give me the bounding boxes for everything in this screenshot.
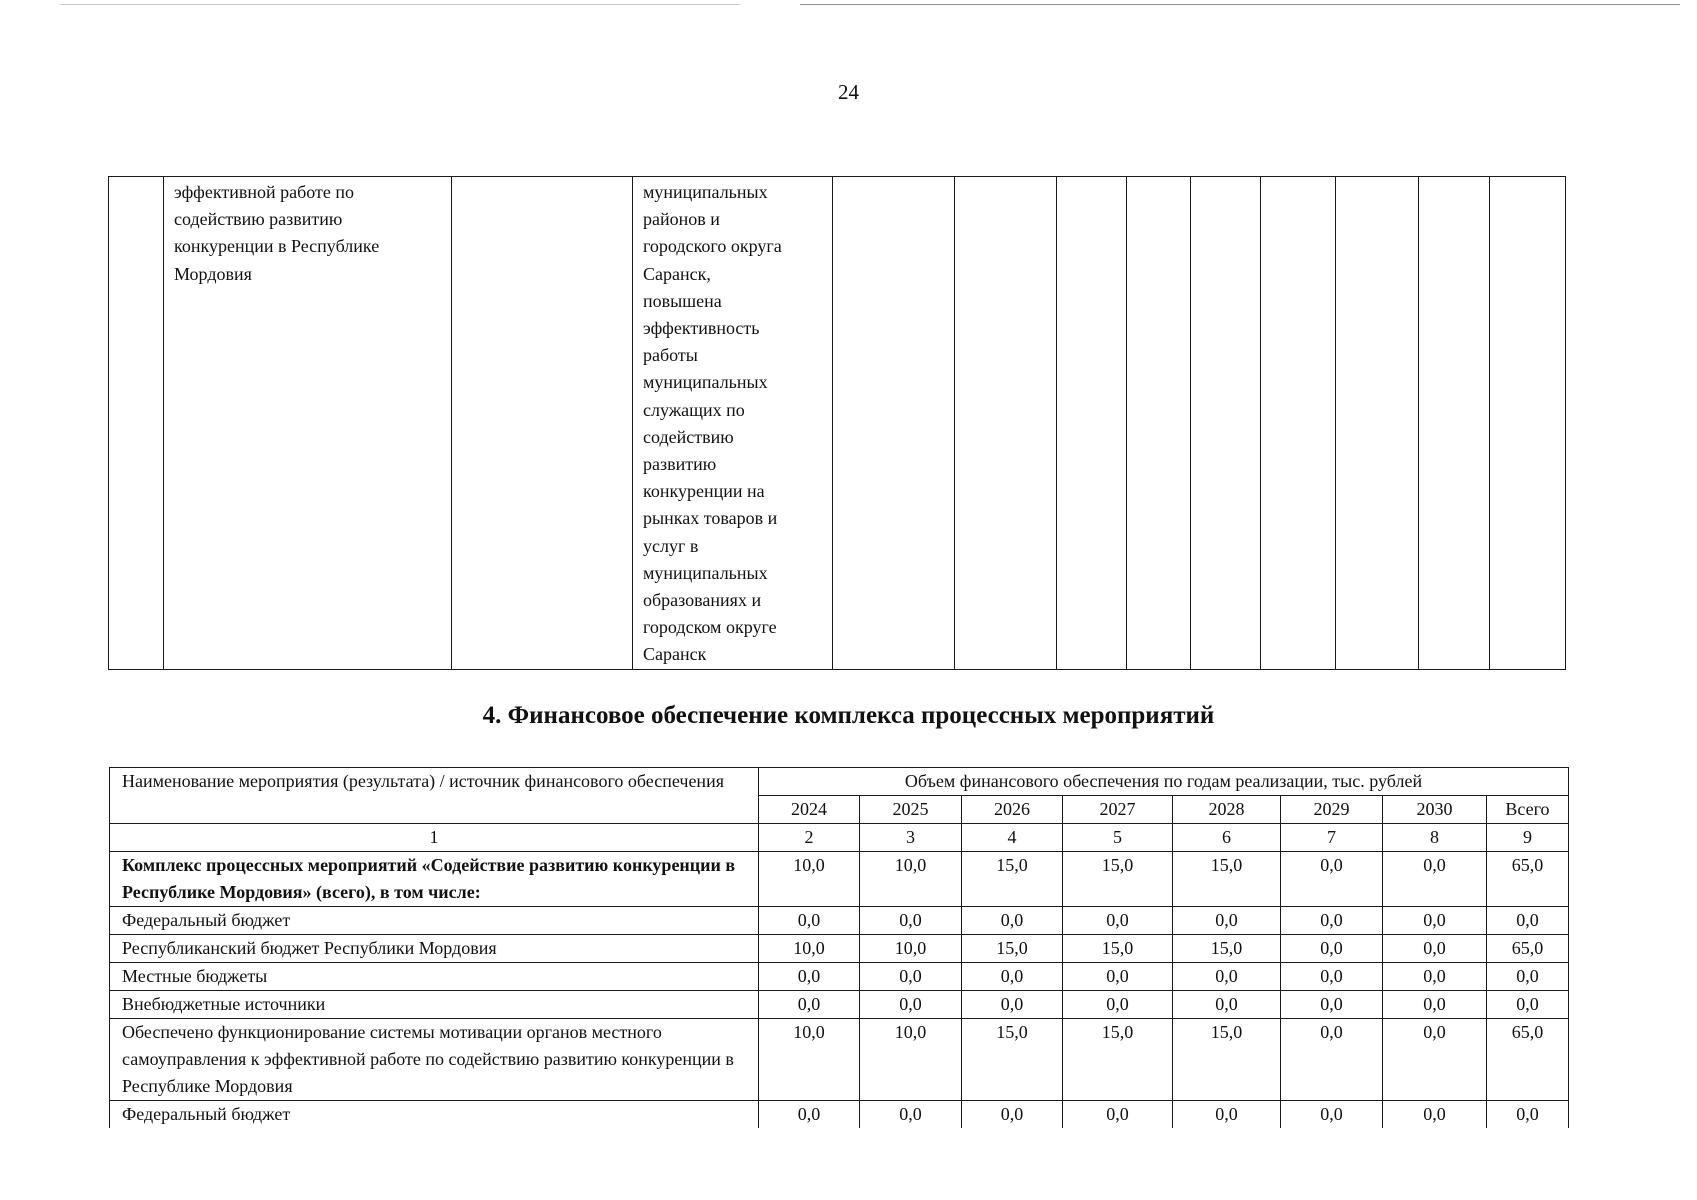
cell-empty <box>1127 177 1191 670</box>
column-index: 4 <box>962 824 1063 852</box>
row-value: 15,0 <box>962 1019 1063 1101</box>
row-name: Внебюджетные источники <box>110 991 759 1019</box>
row-name: Республиканский бюджет Республики Мордовия <box>110 935 759 963</box>
row-value: 0,0 <box>1281 1019 1383 1101</box>
section-title: 4. Финансовое обеспечение комплекса процессных мероприятий <box>482 702 1215 729</box>
row-value: 0,0 <box>962 1101 1063 1129</box>
row-value: 65,0 <box>1487 1019 1569 1101</box>
table-row <box>110 1019 1569 1101</box>
column-index: 6 <box>1173 824 1281 852</box>
row-value: 15,0 <box>1173 935 1281 963</box>
cell-empty <box>955 177 1057 670</box>
row-value: 0,0 <box>759 1101 860 1129</box>
cell-empty <box>1261 177 1336 670</box>
row-value: 0,0 <box>1383 907 1487 935</box>
header-year: 2030 <box>1383 796 1487 824</box>
row-value: 10,0 <box>860 935 962 963</box>
row-value: 0,0 <box>962 963 1063 991</box>
row-value: 15,0 <box>962 852 1063 907</box>
table-row <box>110 991 1569 1019</box>
cell-empty <box>1419 177 1490 670</box>
header-year: 2024 <box>759 796 860 824</box>
header-year: 2026 <box>962 796 1063 824</box>
header-year: 2028 <box>1173 796 1281 824</box>
row-value: 0,0 <box>1281 907 1383 935</box>
continuation-table <box>108 176 1566 670</box>
index-row <box>110 824 1569 852</box>
row-value: 0,0 <box>860 963 962 991</box>
row-value: 0,0 <box>1383 852 1487 907</box>
row-value: 0,0 <box>1383 935 1487 963</box>
row-name: Федеральный бюджет <box>110 907 759 935</box>
column-index: 9 <box>1487 824 1569 852</box>
header-name-cell: Наименование мероприятия (результата) / источник финансового обеспечения <box>110 768 759 824</box>
row-value: 0,0 <box>1281 991 1383 1019</box>
row-value: 0,0 <box>759 907 860 935</box>
row-value: 0,0 <box>1063 907 1173 935</box>
cell-empty <box>833 177 955 670</box>
cell-empty <box>1191 177 1261 670</box>
scan-artifact <box>800 4 1680 5</box>
row-value: 0,0 <box>860 907 962 935</box>
row-name: Обеспечено функционирование системы мотивации органов местного самоуправления к эффективной работе по содействию развитию конкуренции в Республике Мордовия <box>110 1019 759 1101</box>
column-index: 5 <box>1063 824 1173 852</box>
row-value: 15,0 <box>962 935 1063 963</box>
cell-empty <box>109 177 164 670</box>
row-name: Федеральный бюджет <box>110 1101 759 1129</box>
column-index: 1 <box>110 824 759 852</box>
cell-empty <box>1057 177 1127 670</box>
row-value: 15,0 <box>1173 1019 1281 1101</box>
column-index: 2 <box>759 824 860 852</box>
row-value: 15,0 <box>1063 852 1173 907</box>
table-row <box>110 963 1569 991</box>
header-total: Всего <box>1487 796 1569 824</box>
row-value: 0,0 <box>1281 935 1383 963</box>
row-value: 65,0 <box>1487 935 1569 963</box>
row-value: 10,0 <box>860 852 962 907</box>
column-index: 7 <box>1281 824 1383 852</box>
row-value: 10,0 <box>759 935 860 963</box>
row-value: 0,0 <box>1281 1101 1383 1129</box>
table-row <box>110 852 1569 907</box>
cell-result-description <box>633 177 833 670</box>
header-row <box>110 768 1569 796</box>
table-row <box>110 935 1569 963</box>
row-value: 0,0 <box>759 991 860 1019</box>
column-index: 8 <box>1383 824 1487 852</box>
header-volume-cell: Объем финансового обеспечения по годам реализации, тыс. рублей <box>759 768 1569 796</box>
result-name-text: эффективной работе по содействию развитию конкуренции в Республике Мордовия <box>174 182 380 284</box>
row-value: 0,0 <box>1173 907 1281 935</box>
row-value: 0,0 <box>1173 963 1281 991</box>
row-value: 0,0 <box>1383 1101 1487 1129</box>
row-value: 65,0 <box>1487 852 1569 907</box>
row-value: 0,0 <box>962 991 1063 1019</box>
row-value: 0,0 <box>1063 963 1173 991</box>
cell-empty <box>452 177 633 670</box>
row-value: 0,0 <box>1383 991 1487 1019</box>
row-value: 10,0 <box>860 1019 962 1101</box>
header-year: 2029 <box>1281 796 1383 824</box>
cell-empty <box>1490 177 1566 670</box>
row-value: 15,0 <box>1063 935 1173 963</box>
header-year: 2025 <box>860 796 962 824</box>
row-value: 0,0 <box>1487 963 1569 991</box>
row-value: 0,0 <box>1487 1101 1569 1129</box>
header-year: 2027 <box>1063 796 1173 824</box>
row-name: Комплекс процессных мероприятий «Содействие развитию конкуренции в Республике Мордовия» (всего), в том числе: <box>110 852 759 907</box>
column-index: 3 <box>860 824 962 852</box>
row-value: 0,0 <box>962 907 1063 935</box>
cell-empty <box>1336 177 1419 670</box>
table-row <box>110 907 1569 935</box>
cell-result-name <box>164 177 452 670</box>
row-name: Местные бюджеты <box>110 963 759 991</box>
row-value: 0,0 <box>1173 1101 1281 1129</box>
row-value: 0,0 <box>1383 1019 1487 1101</box>
row-value: 15,0 <box>1063 1019 1173 1101</box>
continuation-row <box>109 177 1566 670</box>
result-description-text: муниципальных районов и городского округа Саранск, повышена эффективность работы муниципальных служащих по содействию развитию конкуренции на рынках товаров и услуг в муниципальных образованиях и городском округе Саранск <box>643 182 782 665</box>
row-value: 0,0 <box>1383 963 1487 991</box>
table-row <box>110 1101 1569 1129</box>
row-value: 0,0 <box>759 963 860 991</box>
row-value: 0,0 <box>860 991 962 1019</box>
row-value: 0,0 <box>1281 852 1383 907</box>
row-value: 0,0 <box>1063 991 1173 1019</box>
row-value: 10,0 <box>759 1019 860 1101</box>
row-value: 0,0 <box>860 1101 962 1129</box>
row-value: 0,0 <box>1281 963 1383 991</box>
row-value: 10,0 <box>759 852 860 907</box>
page-number: 24 <box>838 80 859 104</box>
row-value: 0,0 <box>1487 907 1569 935</box>
row-value: 0,0 <box>1487 991 1569 1019</box>
row-value: 0,0 <box>1173 991 1281 1019</box>
row-value: 0,0 <box>1063 1101 1173 1129</box>
scan-artifact <box>60 4 740 5</box>
financial-table <box>109 767 1569 1128</box>
row-value: 15,0 <box>1173 852 1281 907</box>
